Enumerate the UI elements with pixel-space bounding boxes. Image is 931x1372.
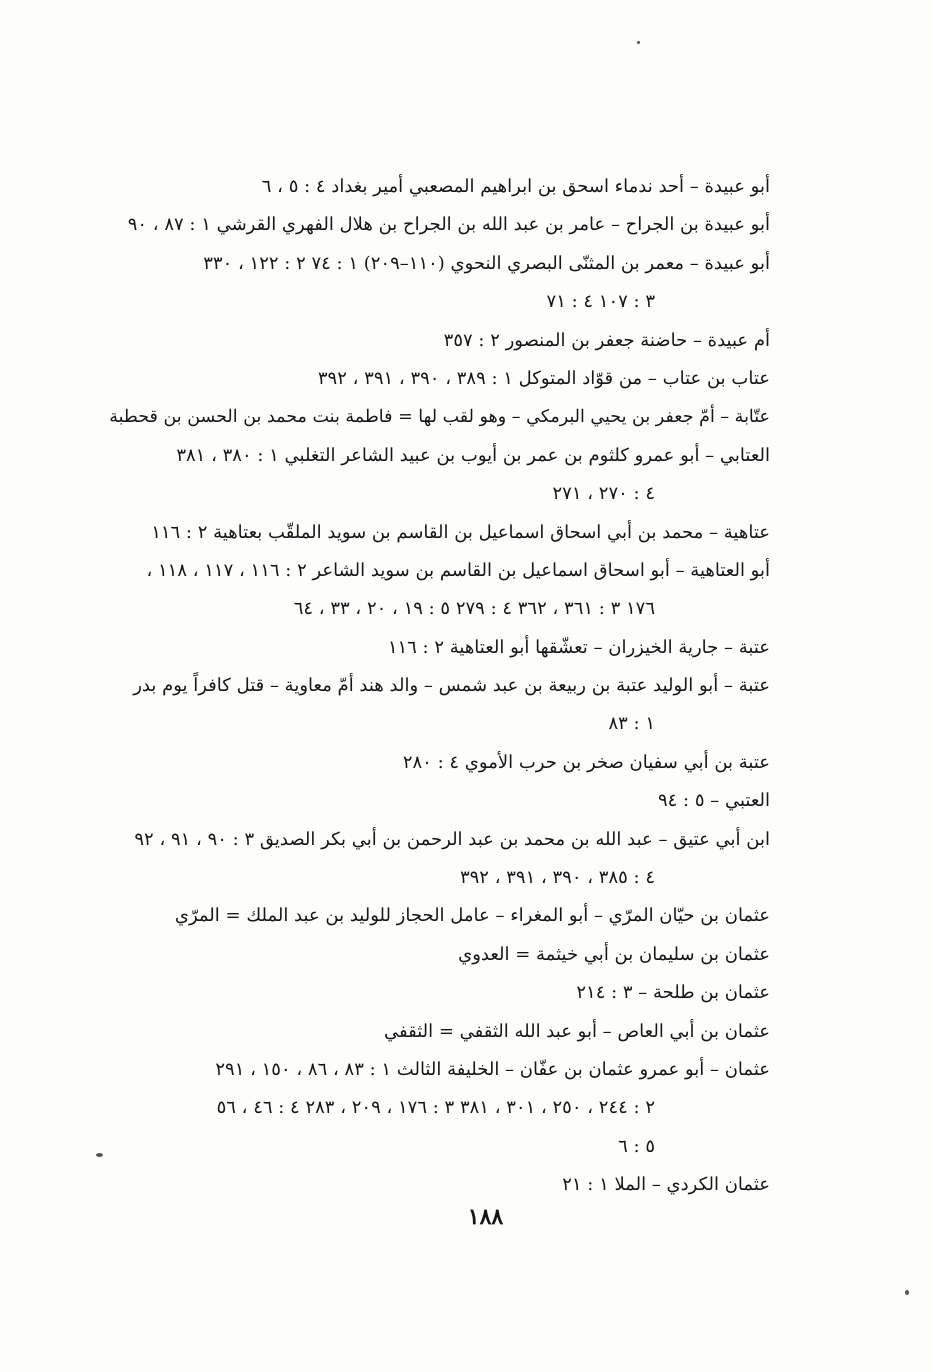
entry-line: العتبي – ٥ : ٩٤: [657, 790, 770, 812]
entry-continuation-line: ٣ : ١٠٧ ٤ : ٧١: [546, 291, 655, 313]
entry-line: عثمان بن سليمان بن أبي خيثمة = العدوي: [458, 943, 770, 965]
scan-speck: [637, 41, 640, 44]
page-number-text: ١٨٨: [467, 1204, 504, 1230]
entry-line: أبو عبيدة – أحد ندماء اسحق بن ابراهيم المصعبي أمير بغداد ٤ : ٥ ، ٦: [261, 176, 770, 197]
page-number: [0, 1204, 931, 1230]
entry-line: عتّابة – أمّ جعفر بن يحيي البرمكي – وهو لقب لها = فاطمة بنت محمد بن الحسن بن قحطبة: [109, 407, 770, 428]
entry-line: عتبة بن أبي سفيان صخر بن حرب الأموي ٤ : ٢٨٠: [402, 751, 770, 773]
entry-line: عتاب بن عتاب – من قوّاد المتوكل ١ : ٣٨٩ ، ٣٩٠ ، ٣٩١ ، ٣٩٢: [317, 367, 770, 389]
entry-line: عثمان – أبو عمرو عثمان بن عفّان – الخليفة الثالث ١ : ٨٣ ، ٨٦ ، ١٥٠ ، ٢٩١: [215, 1058, 770, 1080]
entry-line: أبو عبيدة بن الجراح – عامر بن عبد الله بن الجراح بن هلال الفهري القرشي ١ : ٨٧ ، ٩٠: [127, 214, 770, 236]
entry-line: عثمان بن طلحة – ٣ : ٢١٤: [576, 982, 770, 1004]
index-entries: [100, 168, 770, 1205]
entry-continuation-line: ٤ : ٢٧٠ ، ٢٧١: [552, 483, 655, 505]
scan-speck: [905, 1290, 909, 1295]
entry-line: عتاهية – محمد بن أبي اسحاق اسماعيل بن القاسم بن سويد الملقّب بعتاهية ٢ : ١١٦: [151, 521, 770, 543]
entry-line: عثمان بن حيّان المرّي – أبو المغراء – عامل الحجاز للوليد بن عبد الملك = المرّي: [174, 905, 770, 927]
entry-continuation-line: ١ : ٨٣: [608, 713, 655, 735]
entry-line: عتبة – جارية الخيزران – تعشّقها أبو العتاهية ٢ : ١١٦: [387, 636, 770, 658]
entry-continuation-line: ٤ : ٣٨٥ ، ٣٩٠ ، ٣٩١ ، ٣٩٢: [459, 867, 655, 889]
entry-continuation-line: ١٧٦ ٣ : ٣٦١ ، ٣٦٢ ٤ : ٢٧٩ ٥ : ١٩ ، ٢٠ ، ٣٣ ، ٦٤: [293, 598, 655, 620]
entry-continuation-line: ٥ : ٦: [618, 1135, 655, 1157]
entry-line: أم عبيدة – حاضنة جعفر بن المنصور ٢ : ٣٥٧: [443, 329, 770, 351]
entry-line: ابن أبي عتيق – عبد الله بن محمد بن عبد الرحمن بن أبي بكر الصديق ٣ : ٩٠ ، ٩١ ، ٩٢: [134, 828, 770, 850]
entry-line: أبو العتاهية – أبو اسحاق اسماعيل بن القاسم بن سويد الشاعر ٢ : ١١٦ ، ١١٧ ، ١١٨ ،: [146, 559, 770, 581]
entry-line: عتبة – أبو الوليد عتبة بن ربيعة بن عبد شمس – والد هند أمّ معاوية – قتل كافراً يوم بدر: [133, 675, 770, 697]
entry-line: عثمان الكردي – الملا ١ : ٢١: [562, 1174, 770, 1196]
entry-line: أبو عبيدة – معمر بن المثنّى البصري النحوي (١١٠–٢٠٩) ١ : ٧٤ ٢ : ١٢٢ ، ٣٣٠: [203, 252, 770, 274]
entry-continuation-line: ٢ : ٢٤٤ ، ٢٥٠ ، ٣٠١ ، ٣٨١ ٣ : ١٧٦ ، ٢٠٩ ، ٢٨٣ ٤ : ٤٦ ، ٥٦: [216, 1097, 655, 1119]
entry-line: العتابي – أبو عمرو كلثوم بن عمر بن أيوب بن عبيد الشاعر التغلبي ١ : ٣٨٠ ، ٣٨١: [176, 444, 770, 466]
entry-line: عثمان بن أبي العاص – أبو عبد الله الثقفي = الثقفي: [383, 1020, 770, 1042]
